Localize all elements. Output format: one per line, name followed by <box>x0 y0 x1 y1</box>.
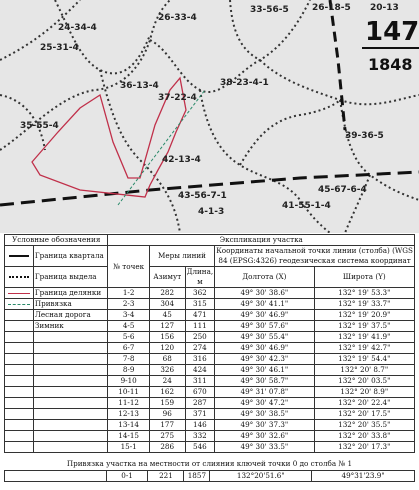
legend-label: Привязка <box>33 299 108 310</box>
point-cell: 2-3 <box>108 299 149 310</box>
length-cell: 371 <box>185 409 215 420</box>
azimuth-cell: 120 <box>149 343 185 354</box>
legend-label <box>33 387 108 398</box>
map-stand-label: 41-55-1-4 <box>282 201 331 211</box>
point-cell: 6-7 <box>108 343 149 354</box>
legend-label <box>33 420 108 431</box>
table-row <box>5 299 415 310</box>
legend-symbol <box>5 409 34 420</box>
legend-symbol <box>5 310 34 321</box>
azimuth-cell: 282 <box>149 288 185 299</box>
table-row <box>5 288 415 299</box>
lat-cell: 132° 19' 42.7" <box>314 343 414 354</box>
legend-symbol <box>5 442 34 453</box>
legend-label: Граница квартала <box>33 246 108 267</box>
azimuth-cell: 127 <box>149 321 185 332</box>
table-row <box>5 442 415 453</box>
table-row <box>5 409 415 420</box>
azimuth-cell: 156 <box>149 332 185 343</box>
point-cell: 1-2 <box>108 288 149 299</box>
explication-title: Экспликация участка <box>108 235 415 246</box>
lon-cell: 49° 30' 38.6" <box>215 288 314 299</box>
legend-label <box>33 343 108 354</box>
legend-symbol <box>5 246 34 267</box>
legend-label <box>33 442 108 453</box>
lat-cell: 132° 19' 33.7" <box>314 299 414 310</box>
azimuth-cell: 304 <box>149 299 185 310</box>
legend-label <box>33 354 108 365</box>
map-stand-label: 36-13-4 <box>120 81 159 91</box>
point-cell: 9-10 <box>108 376 149 387</box>
table-row <box>5 398 415 409</box>
length-cell: 424 <box>185 365 215 376</box>
lon-cell: 49° 30' 57.6" <box>215 321 314 332</box>
length-cell: 362 <box>185 288 215 299</box>
azimuth-cell: 96 <box>149 409 185 420</box>
legend-symbol <box>5 267 34 288</box>
azimuth-cell: 326 <box>149 365 185 376</box>
point-cell: 3-4 <box>108 310 149 321</box>
point-cell: 5-6 <box>108 332 149 343</box>
table-row <box>5 310 415 321</box>
lon-cell: 49° 30' 58.7" <box>215 376 314 387</box>
lon-cell: 49° 30' 41.1" <box>215 299 314 310</box>
legend-symbol <box>5 321 34 332</box>
quarter-number: 147 <box>365 17 419 47</box>
point-cell: 7-8 <box>108 354 149 365</box>
map-stand-label: 45-67-6-4 <box>318 185 367 195</box>
map-stand-label: 35-55-4 <box>20 121 59 131</box>
table-row <box>5 431 415 442</box>
legend-symbol <box>5 431 34 442</box>
map-stand-label: 24-34-4 <box>58 23 97 33</box>
forest-map <box>0 0 419 233</box>
tie-azimuth: 221 <box>148 471 184 482</box>
map-stand-label: 37-22-4 <box>158 93 197 103</box>
legend-symbol <box>5 288 34 299</box>
azimuth-cell: 24 <box>149 376 185 387</box>
col-lon: Долгота (X) <box>215 267 314 288</box>
lat-cell: 132° 19' 41.9" <box>314 332 414 343</box>
lon-cell: 49° 30' 42.3" <box>215 354 314 365</box>
legend-label: Граница выдела <box>33 267 108 288</box>
legend-label: Лесная дорога <box>33 310 108 321</box>
legend-symbol <box>5 387 34 398</box>
table-row <box>5 387 415 398</box>
legend-symbol <box>5 365 34 376</box>
legend-symbol <box>5 420 34 431</box>
map-stand-label: 20-13 <box>370 3 399 13</box>
azimuth-cell: 159 <box>149 398 185 409</box>
length-cell: 274 <box>185 343 215 354</box>
lat-cell: 132° 19' 53.3" <box>314 288 414 299</box>
legend-label <box>33 376 108 387</box>
lon-cell: 49° 30' 47.2" <box>215 398 314 409</box>
azimuth-cell: 45 <box>149 310 185 321</box>
map-stand-label: 43-56-7-1 <box>178 191 227 201</box>
lon-cell: 49° 30' 46.9" <box>215 343 314 354</box>
lon-cell: 49° 30' 46.9" <box>215 310 314 321</box>
col-measures: Меры линий <box>149 246 214 267</box>
tie-lat: 49°31'23.9" <box>312 471 415 482</box>
table-row <box>5 321 415 332</box>
lat-cell: 132° 19' 20.9" <box>314 310 414 321</box>
legend-symbol <box>5 299 34 310</box>
azimuth-cell: 275 <box>149 431 185 442</box>
tie-length: 1857 <box>184 471 210 482</box>
length-cell: 250 <box>185 332 215 343</box>
col-point: № точек <box>108 246 149 288</box>
table-row <box>5 365 415 376</box>
point-cell: 4-5 <box>108 321 149 332</box>
length-cell: 670 <box>185 387 215 398</box>
tie-table <box>4 470 415 482</box>
length-cell: 287 <box>185 398 215 409</box>
lon-cell: 49° 30' 55.4" <box>215 332 314 343</box>
map-stand-label: 33-56-5 <box>250 5 289 15</box>
length-cell: 315 <box>185 299 215 310</box>
map-stand-label: 26-18-5 <box>312 3 351 13</box>
legend-label <box>33 398 108 409</box>
tie-lon: 132°20'51.6" <box>210 471 312 482</box>
lat-cell: 132° 20' 33.8" <box>314 431 414 442</box>
lat-cell: 132° 19' 37.5" <box>314 321 414 332</box>
map-stand-label: 42-13-4 <box>162 155 201 165</box>
table-row <box>5 332 415 343</box>
length-cell: 111 <box>185 321 215 332</box>
point-cell: 12-13 <box>108 409 149 420</box>
length-cell: 311 <box>185 376 215 387</box>
legend-symbol <box>5 354 34 365</box>
lat-cell: 132° 20' 17.3" <box>314 442 414 453</box>
point-cell: 8-9 <box>108 365 149 376</box>
legend-label: Граница делянки <box>33 288 108 299</box>
col-lat: Широта (Y) <box>314 267 414 288</box>
explication-sheet <box>4 234 415 486</box>
col-azimuth: Азимут <box>149 267 185 288</box>
point-cell: 13-14 <box>108 420 149 431</box>
length-cell: 546 <box>185 442 215 453</box>
azimuth-cell: 177 <box>149 420 185 431</box>
legend-symbol <box>5 398 34 409</box>
length-cell: 332 <box>185 431 215 442</box>
length-cell: 316 <box>185 354 215 365</box>
azimuth-cell: 162 <box>149 387 185 398</box>
map-stand-label: 4-1-3 <box>198 207 225 217</box>
map-stand-label: 26-33-4 <box>158 13 197 23</box>
tie-note: Привязка участка на местности от слияния ключей точки 0 до столба № 1 <box>66 459 353 468</box>
lat-cell: 132° 20' 8.9" <box>314 387 414 398</box>
lon-cell: 49° 31' 07.8" <box>215 387 314 398</box>
quarter-area: 1848 <box>368 55 413 74</box>
lon-cell: 49° 30' 33.5" <box>215 442 314 453</box>
lat-cell: 132° 19' 54.4" <box>314 354 414 365</box>
length-cell: 471 <box>185 310 215 321</box>
tie-point: 0-1 <box>106 471 148 482</box>
legend-symbol <box>5 332 34 343</box>
legend-symbol <box>5 376 34 387</box>
lon-cell: 49° 30' 38.5" <box>215 409 314 420</box>
point-cell: 14-15 <box>108 431 149 442</box>
col-coords: Координаты начальной точки линии (столба) (WGS 84 (EPSG:4326) геодезическая система координат <box>216 246 413 265</box>
map-stand-label: 39-36-5 <box>345 131 384 141</box>
legend-label <box>33 409 108 420</box>
point-cell: 10-11 <box>108 387 149 398</box>
explication-table <box>4 234 415 453</box>
azimuth-cell: 68 <box>149 354 185 365</box>
lon-cell: 49° 30' 32.6" <box>215 431 314 442</box>
map-canvas <box>0 0 419 233</box>
legend-symbol <box>5 343 34 354</box>
point-cell: 15-1 <box>108 442 149 453</box>
table-row <box>5 420 415 431</box>
lon-cell: 49° 30' 46.1" <box>215 365 314 376</box>
map-stand-label: 25-31-4 <box>40 43 79 53</box>
header-row <box>5 246 415 267</box>
lat-cell: 132° 20' 8.7" <box>314 365 414 376</box>
table-row <box>5 354 415 365</box>
lat-cell: 132° 20' 22.4" <box>314 398 414 409</box>
lon-cell: 49° 30' 37.3" <box>215 420 314 431</box>
map-stand-label: 38-23-4-1 <box>220 78 269 88</box>
table-row <box>5 343 415 354</box>
legend-label: Зимник <box>33 321 108 332</box>
legend-label <box>33 431 108 442</box>
legend-label <box>33 365 108 376</box>
legend-title: Условные обозначения <box>5 235 108 246</box>
lat-cell: 132° 20' 35.5" <box>314 420 414 431</box>
col-length: Длина, м <box>186 267 214 286</box>
table-row <box>5 376 415 387</box>
lat-cell: 132° 20' 17.5" <box>314 409 414 420</box>
length-cell: 146 <box>185 420 215 431</box>
legend-label <box>33 332 108 343</box>
point-cell: 11-12 <box>108 398 149 409</box>
azimuth-cell: 286 <box>149 442 185 453</box>
lat-cell: 132° 20' 03.5" <box>314 376 414 387</box>
